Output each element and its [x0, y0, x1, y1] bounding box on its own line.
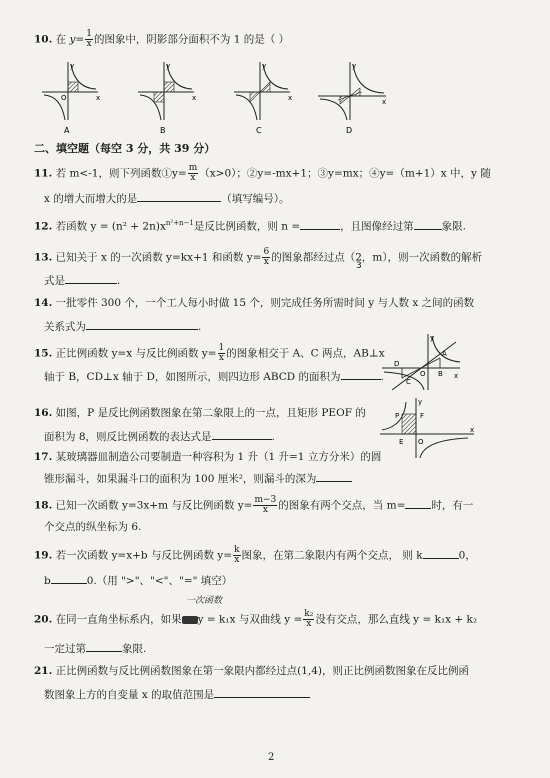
- section-title: 二、填空题（每空 3 分，共 39 分）: [34, 142, 216, 155]
- option-d-label: D: [346, 126, 353, 135]
- q13-small-3: 3: [356, 261, 362, 271]
- question-13-line2: 式是 .: [44, 272, 120, 288]
- svg-text:x: x: [192, 94, 197, 102]
- question-15: 15. 正比例函数 y=x 与反比例函数 y= $\frac{1}{x}$ 的图象相交于 A、C 两点，AB⊥x: [34, 343, 385, 363]
- q10-fraction: $\frac{1}{x}$: [86, 29, 92, 49]
- q16-figure: [378, 396, 478, 460]
- q12-quadrant-blank[interactable]: [414, 218, 442, 230]
- question-15-line2: 轴于 B，CD⊥x 轴于 D，如图所示，则四边形 ABCD 的面积为 .: [44, 368, 384, 384]
- q20-handwritten-note: 一次函数: [186, 596, 223, 606]
- q14-answer-blank[interactable]: [86, 318, 198, 330]
- q19-k-blank[interactable]: [423, 547, 459, 559]
- option-a-label: A: [64, 126, 70, 135]
- q11-answer-blank[interactable]: [137, 190, 221, 202]
- svg-text:D: D: [394, 360, 400, 368]
- graph-option-d: [318, 62, 386, 120]
- q19-b-blank[interactable]: [51, 572, 87, 584]
- option-c-label: C: [256, 126, 262, 135]
- svg-text:x: x: [470, 426, 475, 434]
- q21-answer-blank[interactable]: [214, 686, 310, 698]
- q15-fraction: $\frac{1}{x}$: [218, 343, 225, 363]
- question-14-line2: 关系式为 .: [44, 318, 201, 334]
- graph-option-c: [234, 62, 292, 120]
- svg-text:P: P: [395, 412, 400, 420]
- graph-option-a: [42, 62, 100, 120]
- svg-text:O: O: [418, 438, 424, 446]
- svg-text:x: x: [382, 98, 387, 106]
- question-14: 14. 一批零件 300 个，一个工人每小时做 15 个，则完成任务所需时间 y 与人数 x 之间的函数: [34, 297, 475, 309]
- q15-figure: [380, 332, 462, 392]
- svg-text:y: y: [352, 62, 357, 70]
- q13-answer-blank[interactable]: [65, 272, 117, 284]
- q20-scribble: [182, 616, 198, 624]
- question-21: 21. 正比例函数与反比例函数图象在第一象限内都经过点(1,4)，则正比例函数图象在反比例函: [34, 665, 470, 677]
- q20-answer-blank[interactable]: [86, 640, 122, 652]
- svg-text:y: y: [262, 62, 267, 70]
- q13-fraction: $\frac{6}{x}$: [263, 247, 270, 267]
- page-number: 2: [268, 752, 275, 763]
- q10-option-graphs: [40, 58, 410, 136]
- svg-text:B: B: [438, 370, 443, 378]
- question-17: 17. 某玻璃器皿制造公司要制造一种容积为 1 升（1 升=1 立方分米）的圆: [34, 451, 382, 463]
- question-17-line2: 锥形漏斗，如果漏斗口的面积为 100 厘米²，则漏斗的深为: [44, 470, 352, 486]
- svg-text:A: A: [442, 350, 447, 358]
- q11-fraction: $\frac{m}{x}$: [188, 163, 198, 183]
- question-12: 12. 若函数 $y = (n^2 + 2n)x^{n^2+n-1}$是反比例函数，则 n = ，且图像经过第 象限.: [34, 219, 466, 233]
- q18-m-blank[interactable]: [405, 497, 431, 509]
- svg-text:O: O: [420, 370, 426, 378]
- svg-text:O: O: [61, 94, 67, 102]
- svg-text:x: x: [288, 94, 293, 102]
- svg-text:y: y: [418, 398, 423, 406]
- question-13: 13. 已知关于 x 的一次函数 y=kx+1 和函数 y= $\frac{6}{x}$ 的图象都经过点（2，m），则一次函数的解析: [34, 247, 483, 267]
- graph-option-b: [138, 62, 196, 120]
- q16-answer-blank[interactable]: [212, 428, 272, 440]
- question-16: 16. 如图，P 是反比例函数图象在第二象限上的一点，且矩形 PEOF 的: [34, 407, 366, 419]
- q19-fraction: $\frac{k}{x}$: [234, 545, 240, 565]
- question-20: 20. 在同一直角坐标系内，如果 y = k₁x 与双曲线 y = $\frac{\text{k₂}}{x}$ 没有交点，那么直线 y = k₁x + k₂: [34, 609, 478, 629]
- svg-text:x: x: [454, 372, 459, 380]
- question-11: 11. 若 m<-1，则下列函数①y= $\frac{m}{x}$ （x>0）；②y=-mx+1；③y=mx；④y=（m+1）x 中，y 随: [34, 163, 491, 183]
- q20-fraction: $\frac{\text{k₂}}{x}$: [304, 609, 314, 629]
- q17-answer-blank[interactable]: [316, 470, 352, 482]
- svg-text:C: C: [406, 378, 411, 386]
- question-21-line2: 数图象上方的自变量 x 的取值范围是: [44, 686, 310, 702]
- question-19: 19. 若一次函数 y=x+b 与反比例函数 y= $\frac{k}{x}$ 图象，在第二象限内有两个交点， 则 k 0，: [34, 545, 476, 565]
- svg-text:E: E: [399, 438, 404, 446]
- svg-text:F: F: [420, 412, 425, 420]
- question-18-line2: 个交点的纵坐标为 6.: [44, 521, 142, 533]
- question-19-line2: b 0.（用 ">"、"<"、"=" 填空）: [44, 572, 232, 588]
- question-18: 18. 已知一次函数 y=3x+m 与反比例函数 y= $\frac{m-3}{x}$ 的图象有两个交点，当 m= 时，有一: [34, 495, 474, 515]
- q18-fraction: $\frac{m-3}{x}$: [254, 495, 277, 515]
- svg-text:y: y: [70, 62, 75, 70]
- svg-text:y: y: [166, 62, 171, 70]
- question-16-line2: 面积为 8，则反比例函数的表达式是 .: [44, 428, 275, 444]
- svg-text:x: x: [96, 94, 101, 102]
- question-10: 10. 在 y= $\frac{1}{x}$ 的图象中，阴影部分面积不为 1 的是（ ）: [34, 29, 290, 49]
- q12-n-blank[interactable]: [300, 218, 340, 230]
- svg-text:y: y: [430, 334, 435, 342]
- q15-answer-blank[interactable]: [341, 368, 381, 380]
- option-b-label: B: [160, 126, 166, 135]
- question-11-line2: x 的增大而增大的是 （填写编号）。: [44, 190, 290, 206]
- question-20-line2: 一定过第 象限.: [44, 640, 146, 656]
